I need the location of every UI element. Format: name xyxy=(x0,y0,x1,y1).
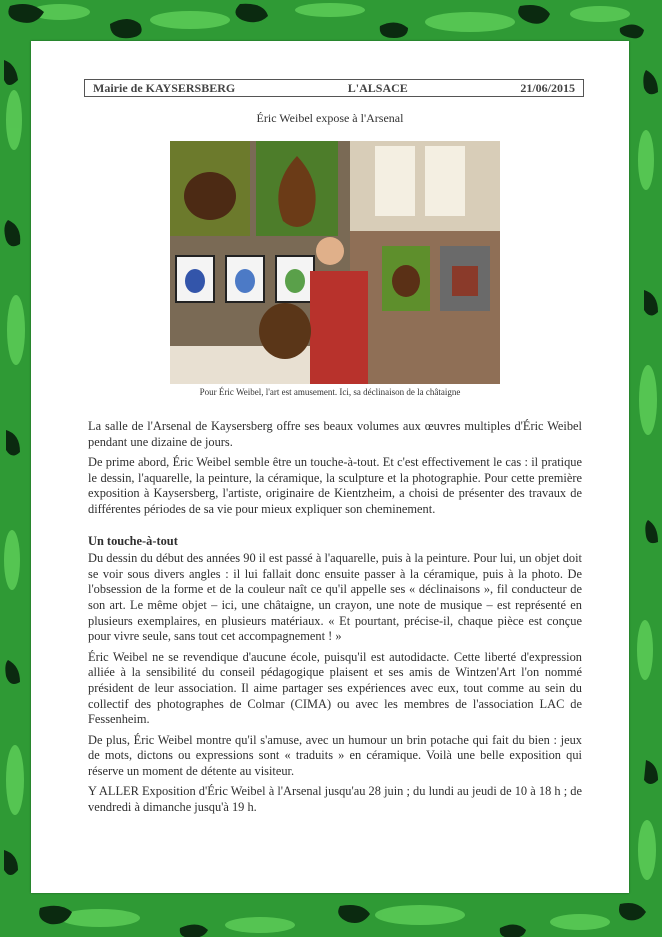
subheading: Un touche-à-tout xyxy=(88,533,178,548)
section-label: L'ALSACE xyxy=(347,80,408,95)
article-body xyxy=(88,419,582,821)
newspaper-header xyxy=(84,79,584,97)
paragraph: Y ALLER Exposition d'Éric Weibel à l'Arsenal jusqu'au 28 juin ; du lundi au jeudi de 10 à 18 h ; de vendredi à dimanche jusqu'à 19 h. xyxy=(88,784,582,815)
paragraph: Éric Weibel ne se revendique d'aucune école, puisqu'il est autodidacte. Cette liberté d'expression alliée à la sensibilité du conseil pédagogique plaisent et ses amis de Wintzen'Art l'on nommé président de leur association. Il aime partager ses expériences avec eux, tout comme au sein du collectif des photographes de Colmar (CIMA) ou avec les membres de l'association LAC de Fessenheim. xyxy=(88,649,582,727)
paragraph: De plus, Éric Weibel montre qu'il s'amuse, avec un humour un brin potache qui fait du bien : jeux de mots, dictons ou expressions sont « traduits » en céramique. Voilà une belle exposition qui réserve un moment de détente au visiteur. xyxy=(88,732,582,778)
source-label: Mairie de KAYSERSBERG xyxy=(93,80,236,95)
paragraph: De prime abord, Éric Weibel semble être un touche-à-tout. Et c'est effectivement le cas : il pratique le dessin, l'aquarelle, la peinture, la céramique, la sculpture et la photographie. Pour cette première exposition à Kaysersberg, l'artiste, originaire de Kientzheim, a choisi de présenter des travaux de différentes périodes de sa vie pour mieux expliquer son cheminement. xyxy=(88,455,582,516)
date-label: 21/06/2015 xyxy=(520,80,575,95)
article-sheet xyxy=(31,41,629,893)
paragraph: La salle de l'Arsenal de Kaysersberg offre ses beaux volumes aux œuvres multiples d'Éric Weibel pendant une dizaine de jours. xyxy=(88,419,582,449)
photo-caption: Pour Éric Weibel, l'art est amusement. Ici, sa déclinaison de la châtaigne xyxy=(199,387,461,397)
article-photo xyxy=(170,141,500,384)
article-title: Éric Weibel expose à l'Arsenal xyxy=(256,111,404,125)
paragraph: Du dessin du début des années 90 il est passé à l'aquarelle, puis à la peinture. Pour lui, un objet doit se voir sous divers angles : il lui fallait donc ensuite passer à la céramique, puis à la photo. De l'obsession de la forme et de la couleur naît ce qu'il appelle ses « déclinaisons », fil conducteur de son art. Le même objet – ici, une châtaigne, un crayon, une note de musique – est représenté en plusieurs exemplaires, en plusieurs matériaux. « Et pourtant, précise-il, chaque pièce est conçue pour vivre seule, sans tout cet accompagnement ! » xyxy=(88,551,582,644)
